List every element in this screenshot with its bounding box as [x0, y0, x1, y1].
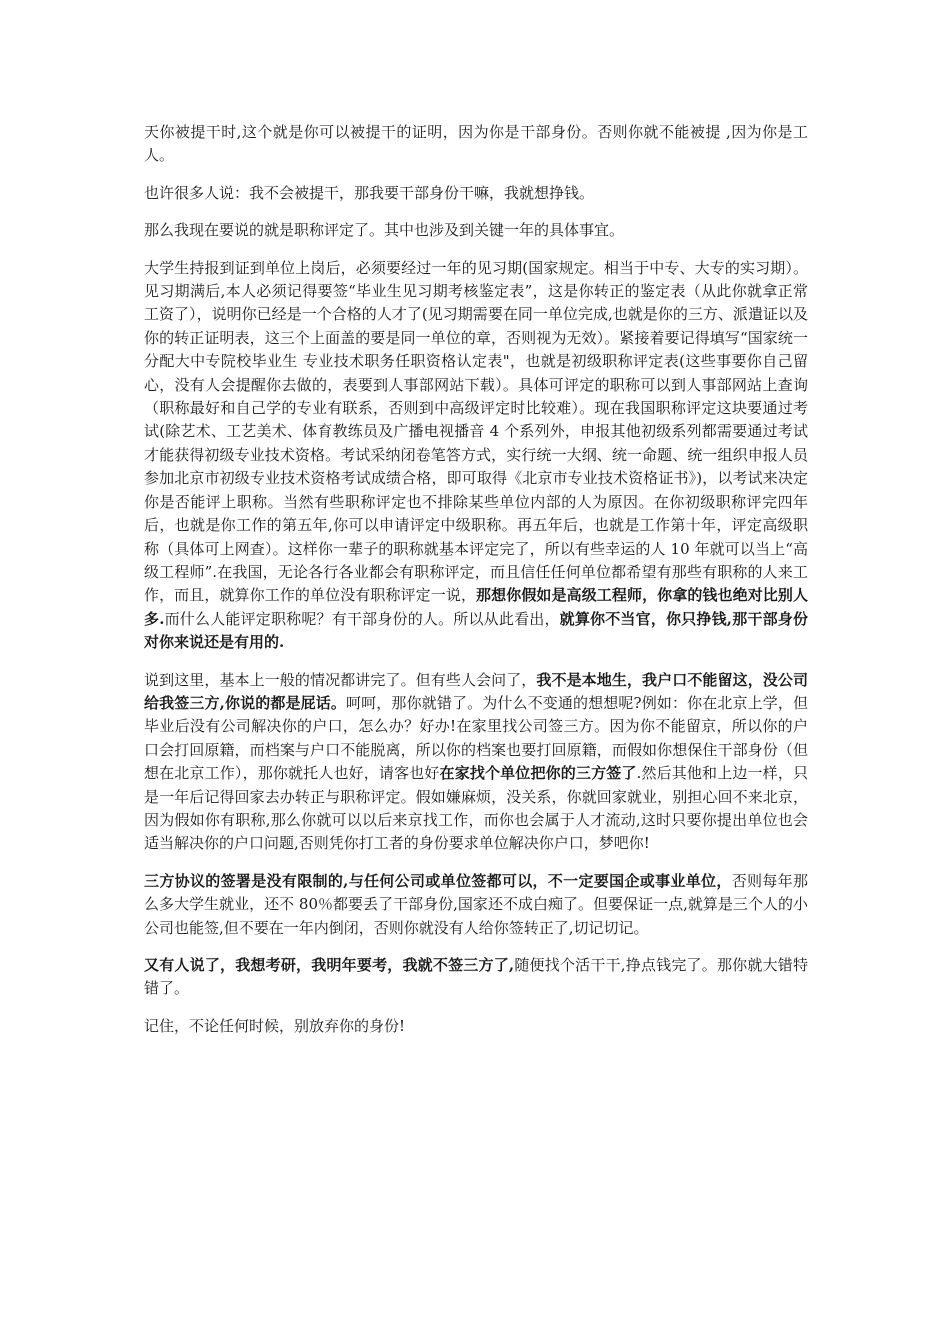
text-segment: 也许很多人说：我不会被提干，那我要干部身份干嘛，我就想挣钱。 — [144, 183, 595, 202]
bold-text-segment: 我不是本地生，我户口不能留这，没公司给我签三方,你说的都是屁话。 — [144, 670, 808, 712]
text-segment: 天你被提干时,这个就是你可以被提干的证明，因为你是干部身份。否则你就不能被提 ,因为你是工人。 — [144, 123, 808, 165]
text-segment: 随便找个活干干,挣点钱完了。那你就大错特错了。 — [144, 956, 808, 998]
paragraph — [144, 121, 808, 168]
paragraph — [144, 954, 808, 1001]
paragraph — [144, 1015, 808, 1038]
text-segment: 那么我现在要说的就是职称评定了。其中也涉及到关键一年的具体事宜。 — [144, 221, 625, 240]
text-segment: 而什么人能评定职称呢？有干部身份的人。所以从此看出， — [164, 609, 560, 628]
bold-text-segment: 三方协议的签署是没有限制的,与任何公司或单位签都可以，不一定要国企或事业单位， — [144, 871, 732, 890]
paragraph — [144, 669, 808, 856]
text-segment: 记住，不论任何时候，别放弃你的身份! — [144, 1016, 406, 1035]
bold-text-segment: 就算你不当官，你只挣钱,那干部身份对你来说还是有用的. — [144, 609, 808, 652]
text-segment: 说到这里，基本上一般的情况都讲完了。但有些人会问了， — [144, 670, 537, 689]
text-segment: 呵呵，那你就错了。为什么不变通的想想呢?例如：你在北京上学，但毕业后没有公司解决你的户口，怎么办？好办!在家里找公司签三方。因为你不能留京，所以你的户口会打回原籍，而档案与户口不能脱离，所以你的档案也要打回原籍，而假如你想保住干部身份（但想在北京工作），那你就托人也好，请客也好 — [144, 693, 808, 783]
bold-text-segment: 又有人说了，我想考研，我明年要考，我就不签三方了, — [144, 956, 515, 974]
paragraph — [144, 182, 808, 205]
paragraph — [144, 870, 808, 940]
document-page — [144, 121, 808, 1052]
bold-text-segment: 那想你假如是高级工程师，你拿的钱也绝对比别人多. — [144, 586, 808, 628]
text-segment: .然后其他和上边一样，只是一年后记得回家去办转正与职称评定。假如嫌麻烦，没关系，你就回家就业，别担心回不来北京，因为假如你有职称,那么你就可以以后来京找工作，而你也会属于人才流动,这时只要你提出单位也会适当解决你的户口问题,否则凭你打工者的身份要求单位解决你户口，梦吧你! — [144, 764, 808, 853]
bold-text-segment: 在家找个单位把你的三方签了 — [439, 764, 637, 783]
text-segment: 大学生持报到证到单位上岗后，必须要经过一年的见习期(国家规定。相当于中专、大专的实习期）。见习期满后,本人必须记得要签“毕业生见习期考核鉴定表”，这是你转正的鉴定表（从此你就拿正常工资了），说明你已经是一个合格的人才了(见习期需要在同一单位完成,也就是你的三方、派遣证以及你的转正证明表，这三个上面盖的要是同一单位的章，否则视为无效）。紧接着要记得填写“国家统一分配大中专院校毕业生 专业技术职务任职资格认定表"，也就是初级职称评定表(这些事要你自己留心，没有人会提醒你去做的，表要到人事部网站下载）。具体可评定的职称可以到人事部网站上查询（职称最好和自己学的专业有联系，否则到中高级评定时比较难）。现在我国职称评定这块要通过考试(除艺术、工艺美术、体育教练员及广播电视播音 4 个系列外，申报其他初级系列都需要通过考试才能获得初级专业技术资格。考试采纳闭卷笔答方式，实行统一大纲、统一命题、统一组织申报人员参加北京市初级专业技术资格考试成绩合格，即可取得《北京市专业技术资格证书》)，以考试来决定你是否能评上职称。当然有些职称评定也不排除某些单位内部的人为原因。在你初级职称评完四年后，也就是你工作的第五年,你可以申请评定中级职称。再五年后，也就是工作第十年，评定高级职称（具体可上网查）。这样你一辈子的职称就基本评定完了，所以有些幸运的人 10 年就可以当上“高级工程师”.在我国，无论各行各业都会有职称评定，而且信任任何单位都希望有那些有职称的人来工作，而且，就算你工作的单位没有职称评定一说， — [144, 258, 808, 605]
text-segment: 否则每年那么多大学生就业，还不 80％都要丢了干部身份,国家还不成白痴了。但要保证一点,就算是三个人的小公司也能签,但不要在一年内倒闭，否则你就没有人给你签转正了,切记切记。 — [144, 871, 808, 937]
paragraph — [144, 219, 808, 242]
paragraph — [144, 257, 808, 655]
